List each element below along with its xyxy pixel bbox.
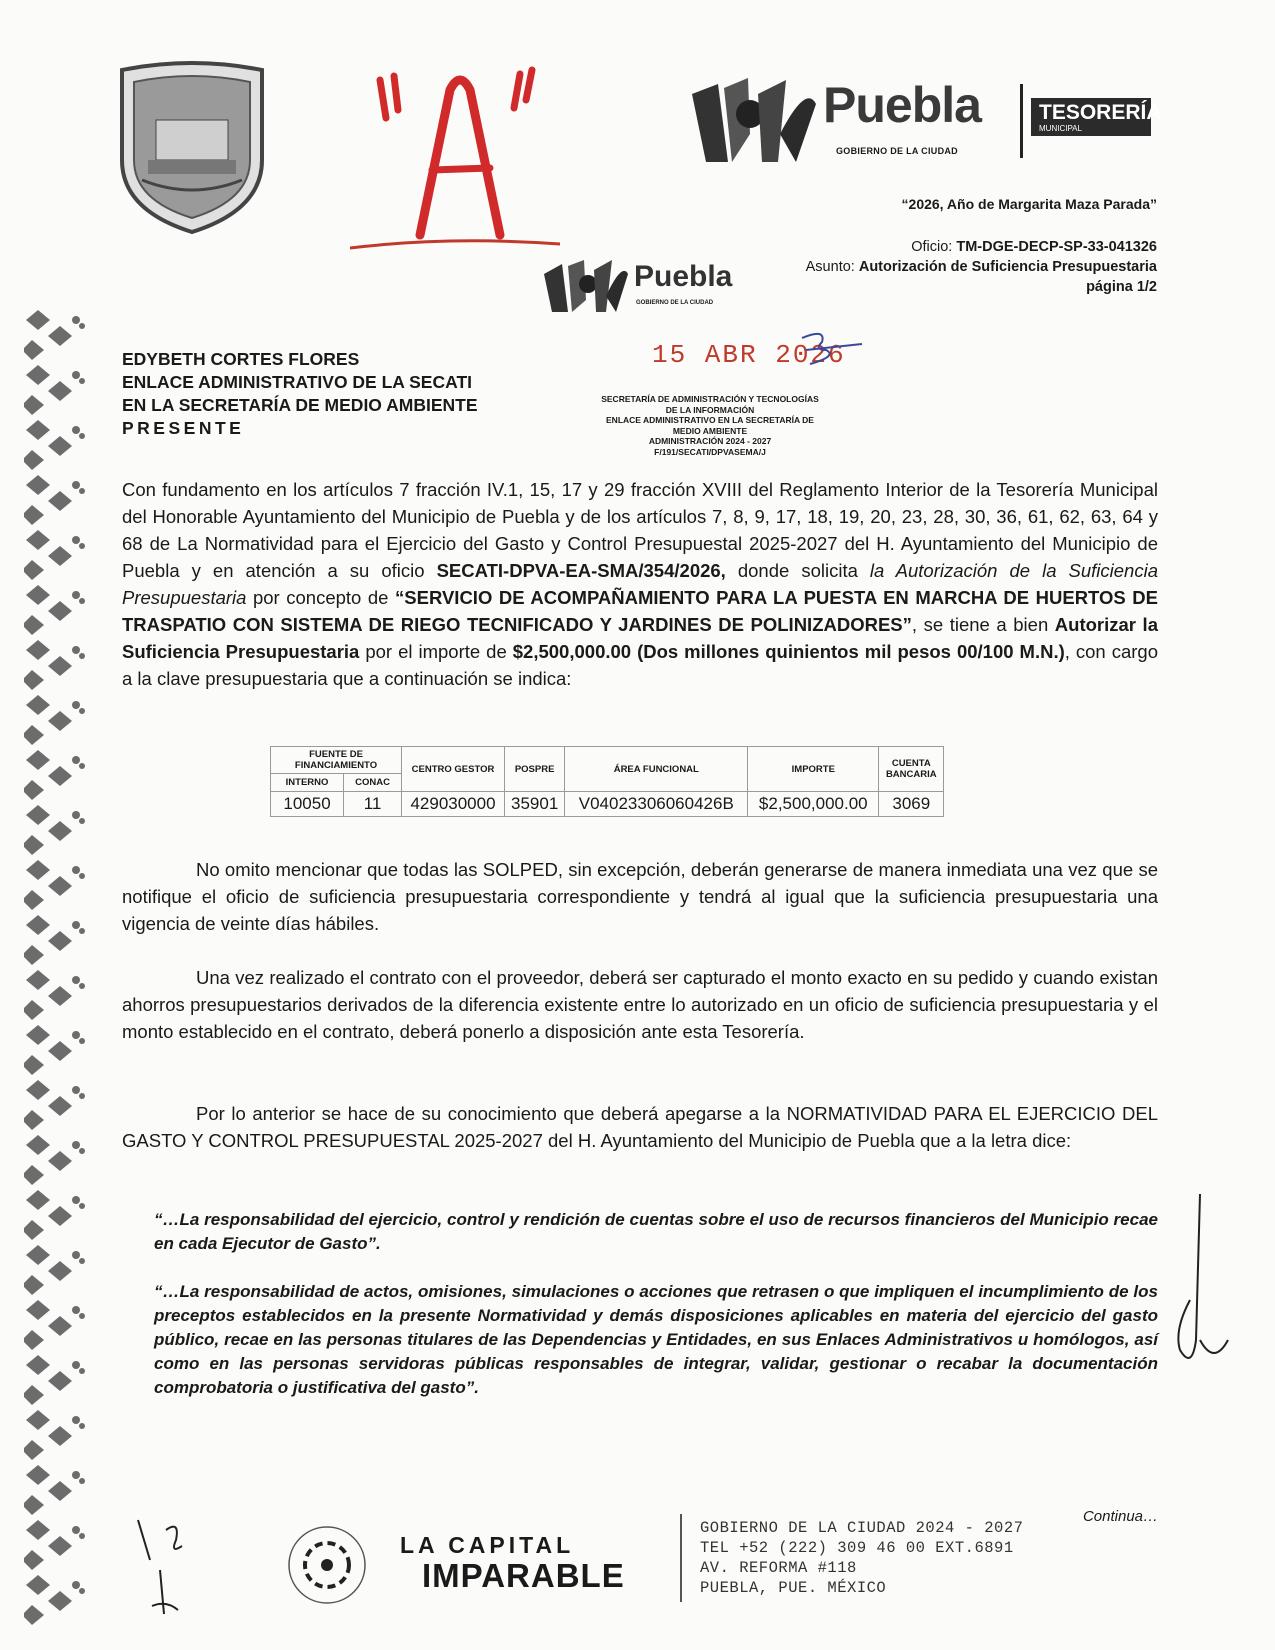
handwritten-annotation-a	[350, 60, 570, 260]
footer-address	[700, 1518, 1023, 1598]
oficio-number: TM-DGE-DECP-SP-33-041326	[956, 239, 1157, 255]
border-motif	[24, 1410, 85, 1460]
stamp-date: 15 ABR 2026	[652, 340, 846, 370]
cell-pospre: 35901	[505, 792, 565, 817]
quote-responsabilidad-actos: “…La responsabilidad de actos, omisiones, simulaciones o acciones que retrasen o que impliquen el incumplimiento de los preceptos establecidos en la presente Normatividad y demás disposiciones aplicables en materia del ejercicio del gasto público, recae en las personas titulares de las Dependencias y Entidades, en sus Enlaces Administrativos u homólogos, así como en las personas servidoras públicas responsables de integrar, validar, gestionar o recabar la documentación comprobatoria o justificativa del gasto”.	[154, 1282, 1158, 1397]
stamp-line: MEDIO AMBIENTE	[672, 425, 748, 436]
recipient-block	[122, 348, 478, 440]
border-motif	[24, 1520, 85, 1570]
tesoreria-sublabel: MUNICIPAL	[1039, 124, 1082, 133]
border-motif	[24, 420, 85, 470]
cell-importe: $2,500,000.00	[748, 792, 879, 817]
intro-text: , se tiene a bien	[911, 614, 1055, 635]
asunto-label: Asunto:	[805, 259, 859, 275]
reference-oficio: SECATI-DPVA-EA-SMA/354/2026,	[436, 560, 726, 581]
footer-divider	[680, 1514, 682, 1602]
recipient-name: EDYBETH CORTES FLORES	[122, 349, 360, 369]
paragraph-intro	[122, 476, 1158, 692]
stamp-emblem-icon	[540, 256, 630, 314]
continued-note: Continua…	[1082, 1508, 1158, 1525]
border-motif	[24, 1300, 85, 1350]
oficio-label: Oficio:	[911, 239, 957, 255]
intro-text: por el importe de	[359, 641, 513, 662]
footer-line: GOBIERNO DE LA CIUDAD 2024 - 2027	[700, 1519, 1024, 1537]
intro-text: Con fundamento en los artículos 7 fracción IV.1, 15, 17 y 29 fracción XVIII del Reglamento Interior de la Tesorería Municipal del Honorable Ayuntamiento del Municipio de Puebla y de los artículos 7, 8, 9, 17, 18, 19, 20, 23, 28, 30, 36, 61, 62, 63, 64 y 68 de La Normatividad para el Ejercicio del Gasto y Control Presupuestal 2025-2027 del H. Ayuntamiento del Municipio de Puebla y en atención a su oficio	[122, 479, 1158, 581]
decorative-border	[24, 310, 94, 1630]
authorization-phrase: Autorizar la Suficiencia Presupuestaria	[122, 614, 1158, 662]
quote-responsabilidad-ejercicio: “…La responsabilidad del ejercicio, control y rendición de cuentas sobre el uso de recursos financieros del Municipio recae en cada Ejecutor de Gasto”.	[154, 1210, 1158, 1253]
border-motif	[24, 1025, 85, 1075]
border-motif	[24, 915, 85, 965]
border-motif	[24, 585, 85, 635]
paragraph-contrato: Una vez realizado el contrato con el proveedor, deberá ser capturado el monto exacto en su pedido y cuando existan ahorros presupuestarios derivados de la diferencia existente entre lo autorizado en un oficio de suficiencia presupuestaria y el monto establecido en el contrato, deberá ponerlo a disposición ante esta Tesorería.	[122, 967, 1158, 1042]
footer-line: AV. REFORMA #118	[700, 1559, 857, 1577]
la-capital-imparable-logo	[400, 1532, 625, 1593]
equality-certification-logo	[286, 1524, 368, 1606]
stamp-text	[560, 394, 860, 457]
intro-text: donde solicita	[725, 560, 870, 581]
recipient-department: EN LA SECRETARÍA DE MEDIO AMBIENTE	[122, 395, 478, 415]
border-motif	[24, 1465, 85, 1515]
cell-interno: 10050	[271, 792, 344, 817]
intro-text: , con cargo a la clave presupuestaria que a continuación se indica:	[122, 641, 1158, 689]
stamp-logo	[540, 256, 760, 314]
border-motif	[24, 695, 85, 745]
logo-subtitle: GOBIERNO DE LA CIUDAD	[836, 146, 958, 156]
stamp-wordmark: Puebla	[634, 260, 733, 293]
stamp-line: DE LA INFORMACIÓN	[665, 404, 755, 415]
th-centro-gestor: CENTRO GESTOR	[402, 747, 505, 792]
stamp-line: SECRETARÍA DE ADMINISTRACIÓN Y TECNOLOGÍAS	[601, 394, 819, 404]
oficio-block	[806, 237, 1157, 297]
footer-line: TEL +52 (222) 309 46 00 EXT.6891	[700, 1539, 1014, 1557]
cell-cuenta: 3069	[879, 792, 944, 817]
stamp-line: ADMINISTRACIÓN 2024 - 2027	[648, 436, 772, 446]
capital-line1: LA CAPITAL	[400, 1532, 575, 1558]
border-motif	[24, 530, 85, 580]
asunto-value: Autorización de Suficiencia Presupuestaria	[858, 259, 1157, 275]
margin-signature	[1170, 1190, 1230, 1380]
initials-signature	[130, 1510, 200, 1620]
stamp-initials-signature	[796, 328, 866, 368]
cell-area-funcional: V04023306060426B	[565, 792, 748, 817]
intro-text: por concepto de	[246, 587, 396, 608]
tesoreria-label: TESORERÍA	[1039, 101, 1162, 124]
border-motif	[24, 805, 85, 855]
border-motif	[24, 475, 85, 525]
authorized-amount: $2,500,000.00 (Dos millones quinientos mil pesos 00/100 M.N.)	[512, 641, 1065, 662]
puebla-tesoreria-logo	[688, 74, 1162, 166]
puebla-emblem-icon	[688, 74, 818, 164]
th-cuenta-bancaria: CUENTA BANCARIA	[879, 747, 944, 792]
stamp-logo-subtitle: GOBIERNO DE LA CIUDAD	[636, 300, 714, 306]
border-motif	[24, 750, 85, 800]
border-motif	[24, 860, 85, 910]
logo-wordmark: Puebla	[823, 77, 981, 133]
border-motif	[24, 1135, 85, 1185]
th-area-funcional: ÁREA FUNCIONAL	[565, 747, 748, 792]
paragraph-solped: No omito mencionar que todas las SOLPED, sin excepción, deberán generarse de manera inmediata una vez que se notifique el oficio de suficiencia presupuestaria correspondiente y tendrá al igual que la suficiencia presupuestaria una vigencia de veinte días hábiles.	[122, 859, 1158, 934]
border-motif	[24, 1245, 85, 1295]
th-interno: INTERNO	[271, 774, 344, 792]
city-seal-logo	[112, 60, 272, 236]
border-motif	[24, 1355, 85, 1405]
border-motif	[24, 365, 85, 415]
recipient-position: ENLACE ADMINISTRATIVO DE LA SECATI	[122, 372, 472, 392]
service-concept: “SERVICIO DE ACOMPAÑAMIENTO PARA LA PUESTA EN MARCHA DE HUERTOS DE TRASPATIO CON SISTEMA DE RIEGO TECNIFICADO Y JARDINES DE POLINIZADORES”	[122, 587, 1158, 635]
th-pospre: POSPRE	[505, 747, 565, 792]
stamp-line: F/191/SECATI/DPVASEMA/J	[654, 446, 766, 457]
border-motif	[24, 1190, 85, 1240]
page-number: página 1/2	[1086, 279, 1157, 295]
table-row	[271, 792, 944, 817]
th-fuente: FUENTE DE FINANCIAMIENTO	[271, 747, 402, 774]
paragraph-normatividad: Por lo anterior se hace de su conocimiento que deberá apegarse a la NORMATIVIDAD PARA EL EJERCICIO DEL GASTO Y CONTROL PRESUPUESTAL 2025-2027 del H. Ayuntamiento del Municipio de Puebla que a la letra dice:	[122, 1103, 1158, 1151]
border-motif	[24, 640, 85, 690]
stamp-line: ENLACE ADMINISTRATIVO EN LA SECRETARÍA DE	[606, 415, 814, 425]
footer-line: PUEBLA, PUE. MÉXICO	[700, 1579, 887, 1597]
border-motif	[24, 1575, 85, 1625]
recipient-presente: PRESENTE	[122, 418, 245, 438]
th-conac: CONAC	[344, 774, 402, 792]
request-subject: la Autorización de la Suficiencia Presupuestaria	[122, 560, 1158, 608]
th-importe: IMPORTE	[748, 747, 879, 792]
tesoreria-badge	[1020, 84, 1162, 158]
cell-conac: 11	[344, 792, 402, 817]
border-motif	[24, 970, 85, 1020]
cell-centro-gestor: 429030000	[402, 792, 505, 817]
capital-line2: IMPARABLE	[422, 1557, 625, 1594]
border-motif	[24, 1080, 85, 1130]
year-motto: “2026, Año de Margarita Maza Parada”	[901, 196, 1157, 212]
budget-key-table	[270, 746, 944, 817]
